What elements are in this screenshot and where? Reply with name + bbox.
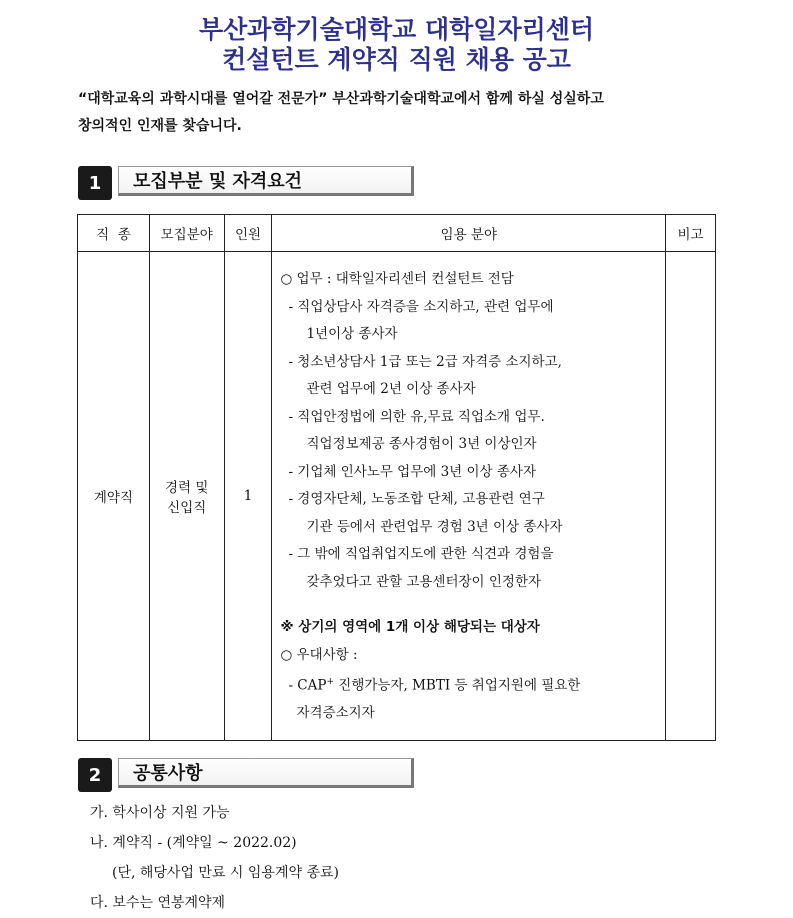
duty-line: - 경영자단체, 노동조합 단체, 고용관련 연구 bbox=[288, 491, 545, 507]
duty-line: ○ 업무 : 대학일자리센터 컨설턴트 전담 bbox=[280, 271, 514, 287]
preference-sup: + bbox=[326, 677, 335, 687]
page-title-line2: 컨설턴트 계약직 직원 채용 공고 bbox=[222, 45, 571, 74]
field-line1: 경력 및 bbox=[165, 479, 209, 496]
duty-line: - 그 밖에 직업취업지도에 관한 식견과 경험을 bbox=[288, 546, 554, 562]
common-item-ga: 가. 학사이상 지원 가능 bbox=[90, 805, 230, 821]
notice-text: ※ 상기의 영역에 1개 이상 해당되는 대상자 bbox=[280, 619, 540, 635]
header-note: 비고 bbox=[666, 215, 716, 252]
section1-number: 1 bbox=[78, 166, 112, 200]
intro-text bbox=[78, 86, 728, 140]
cell-count: 1 bbox=[224, 252, 272, 741]
duty-line: 관련 업무에 2년 이상 종사자 bbox=[306, 381, 476, 397]
recruitment-table bbox=[77, 214, 716, 741]
section1-label: 모집부분 및 자격요건 bbox=[118, 166, 414, 196]
preference-line1 bbox=[280, 669, 659, 700]
common-item-na-sub: (단, 해당사업 만료 시 임용계약 종료) bbox=[112, 865, 339, 881]
cell-duty bbox=[272, 252, 666, 741]
duty-line: 기관 등에서 관련업무 경험 3년 이상 종사자 bbox=[306, 518, 563, 535]
page-title-line1: 부산과학기술대학교 대학일자리센터 bbox=[198, 15, 595, 44]
preference-rest: 진행가능자, MBTI 등 취업지원에 필요한 bbox=[334, 677, 581, 694]
table-header-row bbox=[78, 215, 716, 252]
duty-line: - 기업체 인사노무 업무에 3년 이상 종사자 bbox=[288, 463, 537, 480]
preference-line2: 자격증소지자 bbox=[296, 705, 375, 721]
header-job-type: 직 종 bbox=[78, 215, 150, 252]
preference-prefix: - CAP bbox=[288, 677, 327, 694]
section2-label: 공통사항 bbox=[118, 758, 414, 788]
field-line2: 신입직 bbox=[167, 499, 207, 516]
common-item-da: 다. 보수는 연봉계약제 bbox=[90, 895, 226, 911]
common-item-na: 나. 계약직 - (계약일 ~ 2022.02) bbox=[90, 835, 297, 851]
intro-line1: “대학교육의 과학시대를 열어갈 전문가” 부산과학기술대학교에서 함께 하실 성실하고 bbox=[78, 91, 604, 107]
cell-note bbox=[666, 252, 716, 741]
cell-field bbox=[149, 252, 224, 741]
header-field: 모집분야 bbox=[149, 215, 224, 252]
preference-title: ○ 우대사항 : bbox=[280, 646, 358, 663]
duty-line: - 직업상담사 자격증을 소지하고, 관련 업무에 bbox=[288, 298, 554, 315]
common-items bbox=[90, 798, 339, 918]
duty-line: 갖추었다고 관할 고용센터장이 인정한자 bbox=[306, 573, 542, 590]
duty-line: 1년이상 종사자 bbox=[306, 326, 398, 342]
duty-line: - 직업안정법에 의한 유,무료 직업소개 업무. bbox=[288, 408, 545, 425]
duty-line: - 청소년상담사 1급 또는 2급 자격증 소지하고, bbox=[288, 353, 562, 370]
section2-number: 2 bbox=[78, 758, 112, 792]
intro-line2: 창의적인 인재를 찾습니다. bbox=[78, 118, 242, 134]
table-row bbox=[78, 252, 716, 741]
cell-job-type: 계약직 bbox=[78, 252, 150, 741]
header-count: 인원 bbox=[224, 215, 272, 252]
header-duty: 임용 분야 bbox=[272, 215, 666, 252]
duty-line: 직업정보제공 종사경험이 3년 이상인자 bbox=[306, 436, 537, 452]
